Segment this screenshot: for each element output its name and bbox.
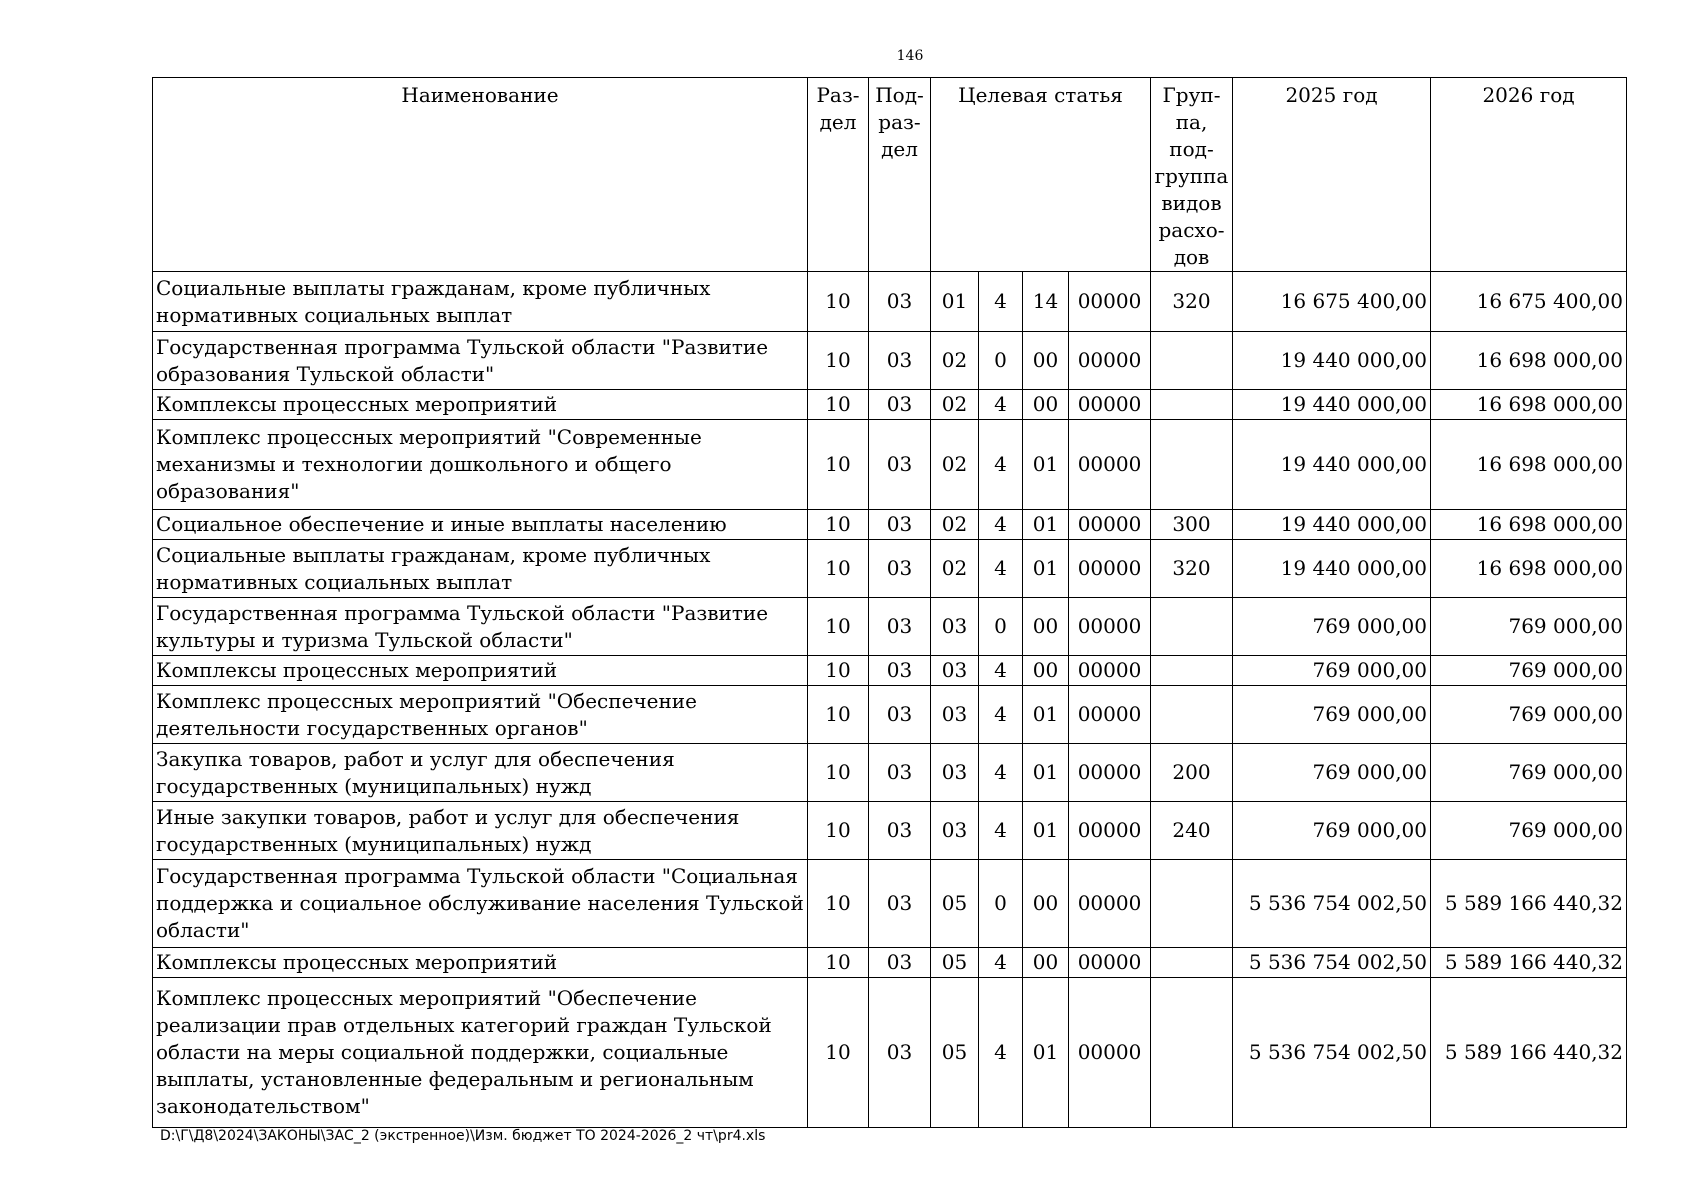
table-cell-target-program: 02: [931, 332, 979, 390]
table-cell-target-complex: 01: [1023, 744, 1069, 802]
table-cell-expense-group: [1151, 598, 1233, 656]
table-cell-amount-2026: 5 589 166 440,32: [1431, 948, 1627, 978]
table-cell-razdel: 10: [808, 744, 869, 802]
table-cell-podrazdel: 03: [869, 860, 931, 948]
table-cell-amount-2026: 16 698 000,00: [1431, 332, 1627, 390]
table-cell-target-direction: 00000: [1069, 978, 1151, 1128]
table-row: [153, 686, 1627, 744]
table-cell-podrazdel: 03: [869, 686, 931, 744]
table-cell-podrazdel: 03: [869, 744, 931, 802]
header-2025: 2025 год: [1233, 78, 1431, 272]
table-cell-razdel: 10: [808, 540, 869, 598]
table-cell-name: Комплексы процессных мероприятий: [153, 390, 808, 420]
table-cell-razdel: 10: [808, 390, 869, 420]
table-cell-podrazdel: 03: [869, 540, 931, 598]
table-cell-amount-2025: 5 536 754 002,50: [1233, 948, 1431, 978]
table-cell-target-program: 03: [931, 802, 979, 860]
table-cell-target-direction: 00000: [1069, 860, 1151, 948]
table-cell-amount-2025: 19 440 000,00: [1233, 420, 1431, 510]
table-cell-amount-2026: 5 589 166 440,32: [1431, 978, 1627, 1128]
table-cell-name: Государственная программа Тульской области "Развитие культуры и туризма Тульской области": [153, 598, 808, 656]
table-cell-amount-2025: 19 440 000,00: [1233, 540, 1431, 598]
table-cell-amount-2025: 5 536 754 002,50: [1233, 978, 1431, 1128]
table-cell-name: Социальные выплаты гражданам, кроме публичных нормативных социальных выплат: [153, 272, 808, 332]
table-cell-expense-group: 320: [1151, 540, 1233, 598]
table-cell-name: Государственная программа Тульской области "Развитие образования Тульской области": [153, 332, 808, 390]
table-cell-target-direction: 00000: [1069, 332, 1151, 390]
table-cell-expense-group: 320: [1151, 272, 1233, 332]
table-cell-amount-2025: 19 440 000,00: [1233, 510, 1431, 540]
table-cell-target-program: 02: [931, 510, 979, 540]
table-cell-expense-group: [1151, 686, 1233, 744]
table-cell-amount-2025: 5 536 754 002,50: [1233, 860, 1431, 948]
table-cell-amount-2025: 16 675 400,00: [1233, 272, 1431, 332]
table-cell-amount-2025: 769 000,00: [1233, 598, 1431, 656]
table-cell-amount-2026: 5 589 166 440,32: [1431, 860, 1627, 948]
table-cell-razdel: 10: [808, 272, 869, 332]
table-cell-expense-group: [1151, 948, 1233, 978]
table-cell-podrazdel: 03: [869, 656, 931, 686]
table-cell-target-type: 4: [979, 540, 1023, 598]
table-cell-target-program: 03: [931, 656, 979, 686]
table-cell-razdel: 10: [808, 948, 869, 978]
table-cell-target-complex: 01: [1023, 978, 1069, 1128]
table-cell-amount-2026: 769 000,00: [1431, 686, 1627, 744]
header-razdel: Раз- дел: [808, 78, 869, 272]
table-row: [153, 656, 1627, 686]
table-cell-target-program: 05: [931, 860, 979, 948]
table-cell-expense-group: 300: [1151, 510, 1233, 540]
table-cell-razdel: 10: [808, 860, 869, 948]
table-cell-razdel: 10: [808, 598, 869, 656]
table-cell-amount-2025: 769 000,00: [1233, 802, 1431, 860]
table-row: [153, 272, 1627, 332]
table-cell-target-type: 4: [979, 390, 1023, 420]
table-cell-expense-group: [1151, 656, 1233, 686]
table-row: [153, 744, 1627, 802]
table-cell-target-complex: 00: [1023, 332, 1069, 390]
table-cell-target-program: 05: [931, 978, 979, 1128]
table-cell-target-direction: 00000: [1069, 272, 1151, 332]
table-cell-expense-group: [1151, 978, 1233, 1128]
table-cell-target-program: 02: [931, 420, 979, 510]
table-cell-podrazdel: 03: [869, 598, 931, 656]
table-cell-expense-group: 200: [1151, 744, 1233, 802]
table-cell-razdel: 10: [808, 686, 869, 744]
table-cell-podrazdel: 03: [869, 272, 931, 332]
table-cell-amount-2025: 769 000,00: [1233, 686, 1431, 744]
table-cell-target-direction: 00000: [1069, 948, 1151, 978]
table-cell-razdel: 10: [808, 510, 869, 540]
table-cell-amount-2026: 769 000,00: [1431, 598, 1627, 656]
table-cell-amount-2026: 16 698 000,00: [1431, 540, 1627, 598]
table-cell-amount-2026: 769 000,00: [1431, 656, 1627, 686]
table-cell-razdel: 10: [808, 420, 869, 510]
table-cell-expense-group: [1151, 390, 1233, 420]
table-cell-target-direction: 00000: [1069, 802, 1151, 860]
table-cell-target-complex: 01: [1023, 686, 1069, 744]
table-row: [153, 860, 1627, 948]
table-cell-razdel: 10: [808, 978, 869, 1128]
table-cell-target-type: 4: [979, 978, 1023, 1128]
page-number: 146: [896, 48, 924, 64]
file-path-footer: D:\Г\Д8\2024\ЗАКОНЫ\ЗАС_2 (экстренное)\Изм. бюджет ТО 2024-2026_2 чт\pr4.xls: [160, 1128, 766, 1144]
table-cell-target-type: 4: [979, 948, 1023, 978]
budget-table: [152, 77, 1627, 1128]
table-cell-target-direction: 00000: [1069, 598, 1151, 656]
table-cell-razdel: 10: [808, 802, 869, 860]
table-cell-name: Комплексы процессных мероприятий: [153, 656, 808, 686]
table-cell-expense-group: [1151, 332, 1233, 390]
table-row: [153, 540, 1627, 598]
table-cell-podrazdel: 03: [869, 420, 931, 510]
header-name: Наименование: [153, 78, 808, 272]
table-cell-amount-2026: 16 675 400,00: [1431, 272, 1627, 332]
table-cell-target-complex: 00: [1023, 948, 1069, 978]
header-target-article: Целевая статья: [931, 78, 1151, 272]
table-cell-target-direction: 00000: [1069, 540, 1151, 598]
table-cell-amount-2025: 19 440 000,00: [1233, 332, 1431, 390]
header-expense-group: Груп- па, под- группа видов расхо- дов: [1151, 78, 1233, 272]
table-row: [153, 802, 1627, 860]
table-cell-target-complex: 14: [1023, 272, 1069, 332]
table-row: [153, 390, 1627, 420]
table-cell-amount-2026: 769 000,00: [1431, 802, 1627, 860]
table-cell-target-type: 4: [979, 272, 1023, 332]
table-header-row: [153, 78, 1627, 272]
table-cell-target-complex: 00: [1023, 390, 1069, 420]
table-cell-expense-group: [1151, 420, 1233, 510]
table-cell-target-program: 02: [931, 390, 979, 420]
table-cell-podrazdel: 03: [869, 510, 931, 540]
table-cell-target-direction: 00000: [1069, 510, 1151, 540]
table-cell-target-complex: 00: [1023, 598, 1069, 656]
table-cell-target-direction: 00000: [1069, 686, 1151, 744]
table-cell-amount-2026: 16 698 000,00: [1431, 420, 1627, 510]
table-cell-target-program: 01: [931, 272, 979, 332]
table-row: [153, 420, 1627, 510]
table-row: [153, 978, 1627, 1128]
table-cell-target-complex: 01: [1023, 510, 1069, 540]
table-cell-target-type: 0: [979, 860, 1023, 948]
table-cell-target-type: 4: [979, 744, 1023, 802]
table-cell-razdel: 10: [808, 656, 869, 686]
table-cell-target-complex: 00: [1023, 656, 1069, 686]
table-row: [153, 948, 1627, 978]
table-row: [153, 332, 1627, 390]
table-cell-podrazdel: 03: [869, 390, 931, 420]
table-cell-name: Комплекс процессных мероприятий "Обеспечение деятельности государственных органов": [153, 686, 808, 744]
table-cell-name: Комплексы процессных мероприятий: [153, 948, 808, 978]
table-row: [153, 598, 1627, 656]
table-cell-target-program: 03: [931, 686, 979, 744]
table-cell-name: Социальные выплаты гражданам, кроме публичных нормативных социальных выплат: [153, 540, 808, 598]
table-cell-name: Комплекс процессных мероприятий "Современные механизмы и технологии дошкольного и общего образования": [153, 420, 808, 510]
table-cell-target-direction: 00000: [1069, 390, 1151, 420]
table-cell-name: Комплекс процессных мероприятий "Обеспечение реализации прав отдельных категорий граждан Тульской области на меры социальной поддержки, социальные выплаты, установленные федеральным и региональным законодательством": [153, 978, 808, 1128]
table-cell-target-direction: 00000: [1069, 420, 1151, 510]
table-cell-target-type: 0: [979, 332, 1023, 390]
table-cell-target-direction: 00000: [1069, 744, 1151, 802]
table-cell-podrazdel: 03: [869, 802, 931, 860]
table-cell-target-program: 03: [931, 598, 979, 656]
table-cell-target-complex: 00: [1023, 860, 1069, 948]
table-cell-name: Иные закупки товаров, работ и услуг для обеспечения государственных (муниципальных) нужд: [153, 802, 808, 860]
table-cell-podrazdel: 03: [869, 332, 931, 390]
table-cell-amount-2025: 769 000,00: [1233, 656, 1431, 686]
table-row: [153, 510, 1627, 540]
table-cell-target-program: 03: [931, 744, 979, 802]
table-cell-razdel: 10: [808, 332, 869, 390]
table-cell-target-type: 4: [979, 510, 1023, 540]
table-cell-target-type: 0: [979, 598, 1023, 656]
header-podrazdel: Под- раз- дел: [869, 78, 931, 272]
table-cell-amount-2026: 16 698 000,00: [1431, 390, 1627, 420]
table-cell-podrazdel: 03: [869, 978, 931, 1128]
table-cell-target-program: 02: [931, 540, 979, 598]
table-cell-name: Социальное обеспечение и иные выплаты населению: [153, 510, 808, 540]
table-cell-podrazdel: 03: [869, 948, 931, 978]
table-cell-target-program: 05: [931, 948, 979, 978]
table-cell-amount-2025: 19 440 000,00: [1233, 390, 1431, 420]
table-cell-target-type: 4: [979, 656, 1023, 686]
table-cell-target-complex: 01: [1023, 802, 1069, 860]
table-cell-expense-group: 240: [1151, 802, 1233, 860]
table-cell-name: Государственная программа Тульской области "Социальная поддержка и социальное обслуживание населения Тульской области": [153, 860, 808, 948]
table-cell-expense-group: [1151, 860, 1233, 948]
header-2026: 2026 год: [1431, 78, 1627, 272]
table-cell-target-complex: 01: [1023, 540, 1069, 598]
table-cell-target-type: 4: [979, 420, 1023, 510]
table-cell-target-direction: 00000: [1069, 656, 1151, 686]
table-cell-amount-2025: 769 000,00: [1233, 744, 1431, 802]
table-body: [153, 272, 1627, 1128]
table-cell-target-complex: 01: [1023, 420, 1069, 510]
table-cell-target-type: 4: [979, 802, 1023, 860]
table-cell-amount-2026: 769 000,00: [1431, 744, 1627, 802]
table-cell-name: Закупка товаров, работ и услуг для обеспечения государственных (муниципальных) нужд: [153, 744, 808, 802]
table-cell-amount-2026: 16 698 000,00: [1431, 510, 1627, 540]
table-cell-target-type: 4: [979, 686, 1023, 744]
